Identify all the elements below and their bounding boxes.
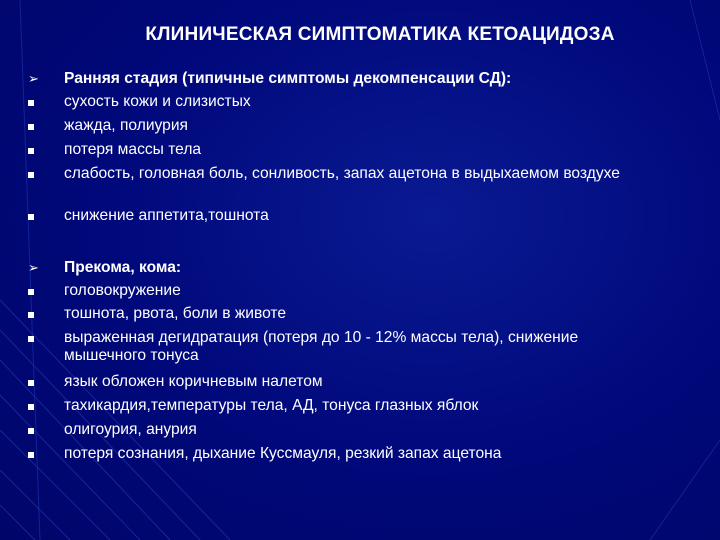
square-bullet-icon — [28, 148, 34, 154]
square-bullet-icon — [28, 100, 34, 106]
list-item: язык обложен коричневым налетом — [64, 373, 323, 390]
list-item: сухость кожи и слизистых — [64, 93, 251, 110]
list-item: олигоурия, анурия — [64, 421, 197, 438]
square-bullet-icon — [28, 312, 34, 318]
section-heading-precoma: Прекома, кома: — [64, 259, 182, 276]
list-item: головокружение — [64, 282, 181, 299]
arrow-bullet-icon: ➢ — [28, 260, 39, 275]
list-item: выраженная дегидратация (потеря до 10 - 12% массы тела), снижение мышечного тонуса — [64, 329, 579, 364]
square-bullet-icon — [28, 404, 34, 410]
square-bullet-icon — [28, 428, 34, 434]
square-bullet-icon — [28, 124, 34, 130]
section-heading-early-stage: Ранняя стадия (типичные симптомы декомпенсации СД): — [64, 70, 512, 87]
list-item: жажда, полиурия — [64, 117, 189, 134]
arrow-bullet-icon: ➢ — [28, 71, 39, 86]
list-item: снижение аппетита,тошнота — [64, 207, 269, 224]
list-item: потеря сознания, дыхание Куссмауля, резкий запах ацетона — [64, 445, 502, 462]
square-bullet-icon — [28, 452, 34, 458]
list-item: потеря массы тела — [64, 141, 202, 158]
square-bullet-icon — [28, 214, 34, 220]
list-item: тошнота, рвота, боли в животе — [64, 305, 287, 322]
list-item: тахикардия,температуры тела, АД, тонуса глазных яблок — [64, 397, 479, 414]
slide-title: КЛИНИЧЕСКАЯ СИМПТОМАТИКА КЕТОАЦИДОЗА — [145, 24, 615, 45]
square-bullet-icon — [28, 380, 34, 386]
square-bullet-icon — [28, 289, 34, 295]
square-bullet-icon — [28, 336, 34, 342]
list-item: слабость, головная боль, сонливость, запах ацетона в выдыхаемом воздухе — [64, 165, 620, 182]
square-bullet-icon — [28, 172, 34, 178]
